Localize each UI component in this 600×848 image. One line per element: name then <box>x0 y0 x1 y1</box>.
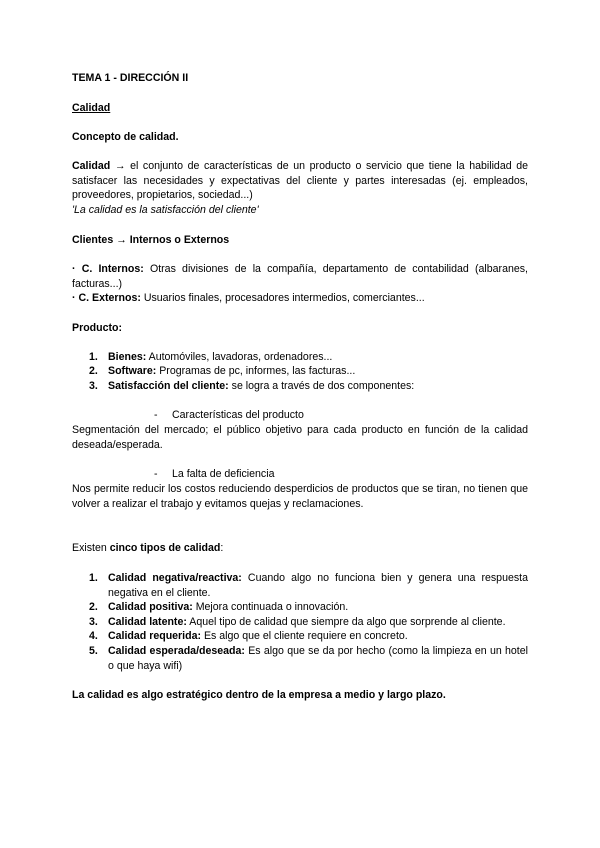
list-number: 2. <box>89 601 98 613</box>
list-number: 3. <box>89 616 98 628</box>
quality-type-text: Es algo que se da por hecho (como la limpieza en un hotel o que haya wifi) <box>108 645 528 672</box>
component-dash: - <box>154 468 158 480</box>
clients-internal <box>72 262 528 291</box>
list-number: 1. <box>89 351 98 363</box>
component-description: Segmentación del mercado; el público objetivo para cada producto en función de la calidad deseada/esperada. <box>72 424 528 451</box>
clients-internal-text: Otras divisiones de la compañía, departamento de contabilidad (albaranes, facturas...) <box>72 263 528 290</box>
types-intro-bold: cinco tipos de calidad <box>109 542 221 554</box>
product-item-label: Software: <box>108 365 157 377</box>
quality-type-label: Calidad positiva: <box>108 601 193 613</box>
conclusion: La calidad es algo estratégico dentro de la empresa a medio y largo plazo. <box>72 689 446 701</box>
product-item-text: Automóviles, lavadoras, ordenadores... <box>146 351 333 363</box>
product-item-label: Bienes: <box>108 351 147 363</box>
concept-heading: Concepto de calidad. <box>72 131 179 143</box>
list-number: 2. <box>89 365 98 377</box>
types-intro: Existen cinco tipos de calidad: <box>72 542 224 554</box>
clients-heading: Clientes → Internos o Externos <box>72 234 230 246</box>
product-item-text: se logra a través de dos componentes: <box>228 380 415 392</box>
document-title: TEMA 1 - DIRECCIÓN II <box>72 72 189 84</box>
definition-text: → el conjunto de características de un producto o servicio que tiene la habilidad de satisfacer las necesidades y expectativas del cliente y partes interesadas (ej. empleados, proveedores, propietarios, sociedad...) <box>72 160 528 202</box>
quality-type-text: Es algo que el cliente requiere en concreto. <box>201 630 408 642</box>
quality-type-text: Mejora continuada o innovación. <box>192 601 349 613</box>
quality-type-label: Calidad esperada/deseada: <box>108 645 245 657</box>
component-label: Características del producto <box>172 409 304 421</box>
quality-type-text: Cuando algo no funciona bien y genera una respuesta negativa en el cliente. <box>108 572 528 599</box>
clients-external-text: Usuarios finales, procesadores intermedios, comerciantes... <box>140 292 425 304</box>
product-item-label: Satisfacción del cliente: <box>108 380 229 392</box>
list-number: 3. <box>89 380 98 392</box>
clients-external-label: · C. Externos: <box>72 292 141 304</box>
product-heading: Producto: <box>72 322 123 334</box>
product-item-text: Programas de pc, informes, las facturas... <box>156 365 356 377</box>
component-label: La falta de deficiencia <box>172 468 275 480</box>
clients-external <box>72 291 528 306</box>
definition-term: Calidad <box>72 160 111 172</box>
list-number: 1. <box>89 572 98 584</box>
quality-type-label: Calidad latente: <box>108 616 187 628</box>
definition-paragraph <box>72 159 528 203</box>
section-heading-calidad: Calidad <box>72 102 111 114</box>
list-number: 5. <box>89 645 98 657</box>
component-dash: - <box>154 409 158 421</box>
list-number: 4. <box>89 630 98 642</box>
clients-internal-label: · C. Internos: <box>72 263 144 275</box>
quality-type-label: Calidad negativa/reactiva: <box>108 572 242 584</box>
component-description: Nos permite reducir los costos reduciendo desperdicios de productos que se tiran, no tienen que volver a realizar el trabajo y evitamos quejas y reclamaciones. <box>72 483 528 510</box>
quality-type-text: Aquel tipo de calidad que siempre da algo que sorprende al cliente. <box>186 616 506 628</box>
quality-type-label: Calidad requerida: <box>108 630 202 642</box>
definition-quote: 'La calidad es la satisfacción del cliente' <box>72 204 259 216</box>
